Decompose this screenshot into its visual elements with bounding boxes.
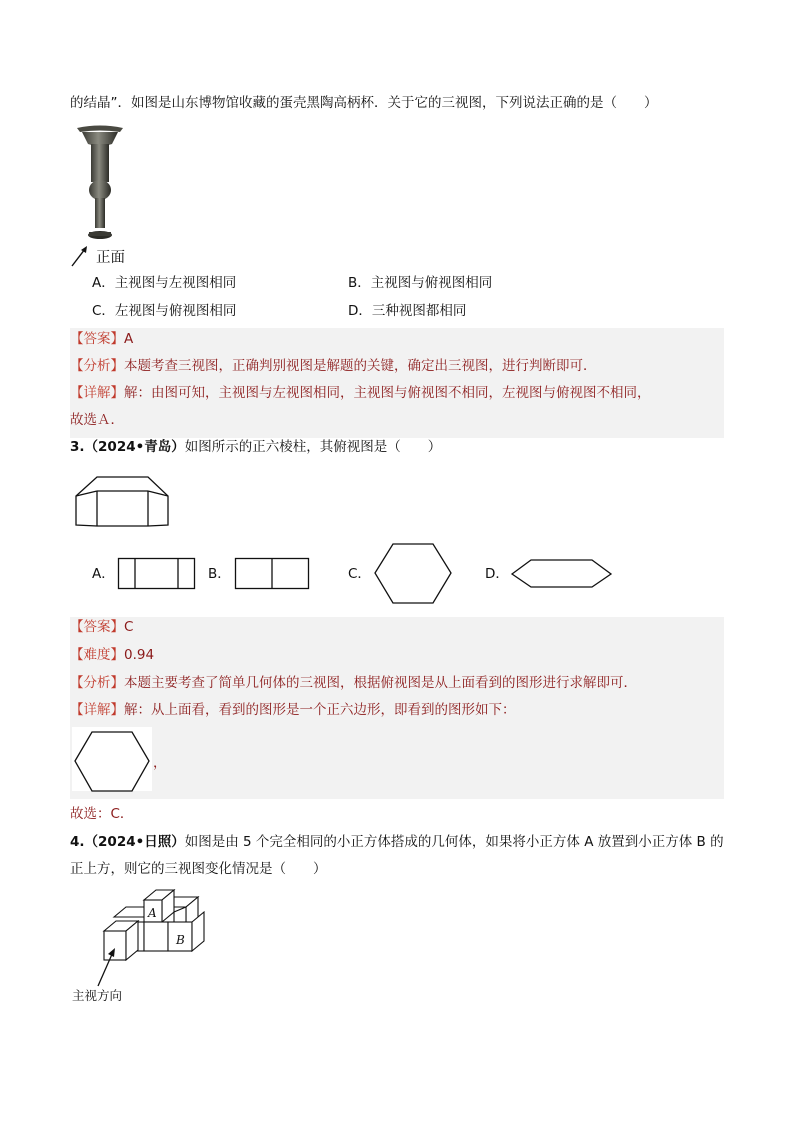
q3-option-c-figure	[373, 542, 453, 606]
q3-source: （2024•青岛）	[84, 439, 185, 455]
detail-tag: 【详解】	[70, 702, 124, 718]
q3-difficulty-line	[70, 645, 154, 665]
analysis-text: 本题考查三视图，正确判别视图是解题的关键，确定出三视图，进行判断即可．	[124, 358, 597, 374]
q2-stem-tail: 的结晶”．如图是山东博物馆收藏的蛋壳黑陶高柄杯．关于它的三视图，下列说法正确的是（ ）	[70, 95, 658, 111]
answer-tag: 【答案】	[70, 619, 124, 635]
q3-answer-line	[70, 617, 133, 637]
q3-label-d: D．	[485, 566, 509, 582]
detail-text: 解：由图可知，主视图与左视图相同，主视图与俯视图不相同，左视图与俯视图不相同，	[124, 385, 651, 401]
q2-analysis-line	[70, 356, 597, 376]
answer-tag: 【答案】	[70, 331, 124, 347]
q3-conclusion: 故选：C．	[70, 806, 134, 822]
analysis-tag: 【分析】	[70, 358, 124, 374]
q3-option-d-figure	[511, 559, 613, 589]
analysis-text: 本题主要考查了简单几何体的三视图，根据俯视图是从上面看到的图形进行求解即可．	[124, 675, 637, 691]
q2-detail-end: 故选Ａ．	[70, 412, 124, 428]
direction-label: 主视方向	[72, 988, 123, 1003]
q3-label-c: C．	[348, 566, 371, 582]
q3-label-b: B．	[208, 566, 231, 582]
q3-number: 3.	[70, 439, 85, 455]
q4-stem-line1	[70, 832, 724, 852]
q3-analysis-line	[70, 673, 637, 693]
front-label: 正面	[96, 250, 125, 266]
q4-number: 4.	[70, 834, 85, 850]
analysis-tag: 【分析】	[70, 675, 124, 691]
detail-tag: 【详解】	[70, 385, 124, 401]
view-direction-arrow-icon	[94, 946, 120, 988]
q2-option-c: C．左视图与俯视图相同	[92, 303, 237, 319]
q2-detail-line	[70, 383, 651, 403]
q3-stem-text: 如图所示的正六棱柱，其俯视图是（ ）	[184, 439, 442, 455]
q3-option-b-figure	[235, 558, 311, 590]
detail-text: 解：从上面看，看到的图形是一个正六边形，即看到的图形如下：	[124, 702, 516, 718]
q3-hexagon-answer-figure	[73, 731, 153, 793]
q3-comma: ，	[153, 755, 167, 771]
q3-option-a-figure	[118, 558, 198, 590]
difficulty-value: 0.94	[124, 647, 155, 663]
cube-a-label: A	[148, 906, 157, 920]
front-arrow-icon	[70, 244, 92, 268]
q2-option-b: B．主视图与俯视图相同	[348, 275, 493, 291]
q4-source: （2024•日照）	[84, 834, 185, 850]
hexagonal-prism-figure	[72, 467, 172, 531]
q4-stem-text: 如图是由 5 个完全相同的小正方体搭成的几何体，如果将小正方体 A 放置到小正方体 B 的	[184, 834, 724, 850]
answer-value: C	[124, 619, 134, 635]
q2-answer-line	[70, 329, 133, 349]
answer-value: A	[124, 331, 134, 347]
q3-detail-line	[70, 700, 516, 720]
goblet-image	[70, 122, 130, 247]
q4-stem-line2: 正上方，则它的三视图变化情况是（ ）	[70, 861, 327, 877]
q3-stem	[70, 437, 441, 457]
cube-b-label: B	[176, 933, 185, 947]
q2-option-a: A．主视图与左视图相同	[92, 275, 237, 291]
q3-label-a: A．	[92, 566, 115, 582]
q2-option-d: D．三种视图都相同	[348, 303, 467, 319]
difficulty-tag: 【难度】	[70, 647, 124, 663]
